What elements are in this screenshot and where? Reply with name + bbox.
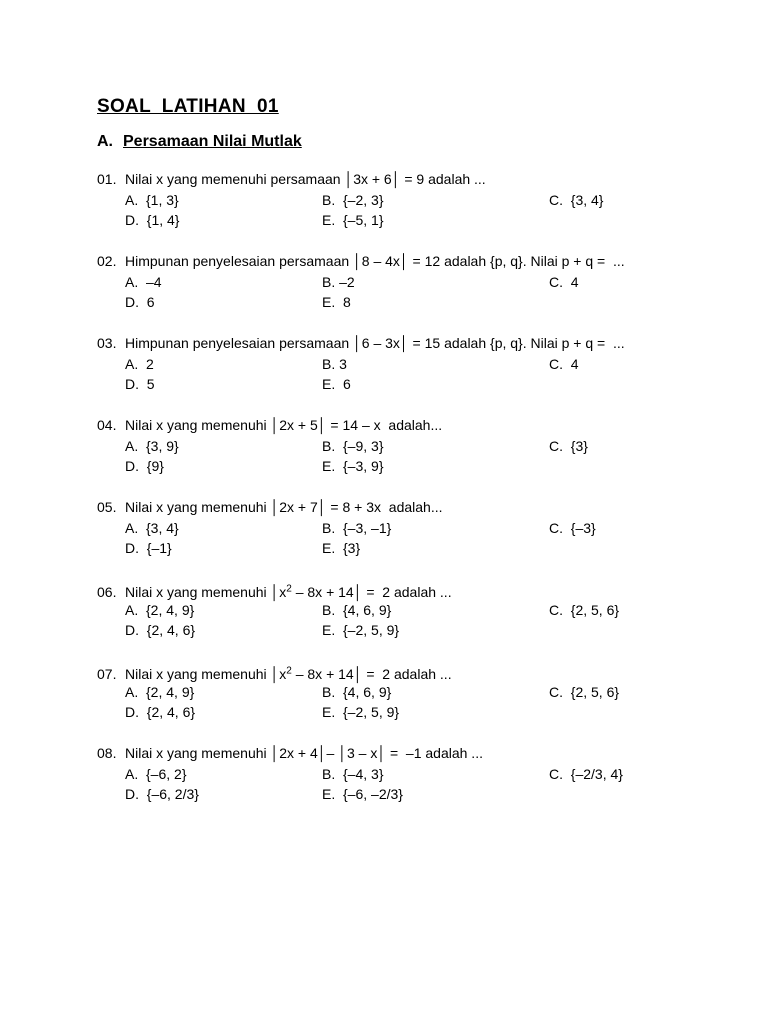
option-d: D. {9} [125, 458, 164, 474]
option-a: A. {–6, 2} [125, 765, 187, 782]
exponent: 2 [286, 665, 292, 676]
option-d: D. {–1} [125, 540, 172, 556]
question-number: 03. [97, 335, 117, 351]
options-row [97, 374, 737, 395]
options-row [97, 354, 737, 375]
options-row [97, 764, 737, 785]
option-c: C. 4 [549, 273, 579, 290]
question-text-after: – 8x + 14│ = 2 adalah ... [291, 583, 452, 600]
section-heading [97, 133, 302, 151]
option-d: D. 6 [125, 294, 155, 310]
option-c: C. {2, 5, 6} [549, 683, 620, 700]
question-line [97, 333, 737, 354]
question-line [97, 579, 737, 600]
question-number: 07. [97, 665, 117, 682]
question-text-after: – 8x + 14│ = 2 adalah ... [291, 665, 452, 682]
question-text: Nilai x yang memenuhi persamaan │3x + 6│ = 9 adalah ... [125, 171, 486, 187]
options-row [97, 518, 737, 539]
option-c: C. {3} [549, 437, 588, 454]
question-number: 01. [97, 171, 117, 187]
section-letter: A. [97, 133, 113, 150]
option-b: B. {–9, 3} [322, 437, 384, 454]
option-e: E. {–2, 5, 9} [322, 704, 400, 720]
question-item [97, 661, 737, 723]
question-item [97, 251, 737, 313]
question-number: 08. [97, 745, 117, 761]
question-text [125, 584, 452, 600]
options-row [97, 272, 737, 293]
options-row [97, 538, 737, 559]
option-e: E. {–5, 1} [322, 212, 384, 228]
question-line [97, 251, 737, 272]
option-b: B. {–2, 3} [322, 191, 384, 208]
option-b: B. {–3, –1} [322, 519, 392, 536]
question-text: Nilai x yang memenuhi │2x + 5│ = 14 – x adalah... [125, 417, 443, 433]
options-row [97, 292, 737, 313]
option-b: B. –2 [322, 273, 355, 290]
question-text: Himpunan penyelesaian persamaan │8 – 4x│ = 12 adalah {p, q}. Nilai p + q = ... [125, 253, 625, 269]
option-b: B. {4, 6, 9} [322, 683, 392, 700]
question-number: 05. [97, 499, 117, 515]
question-text [125, 666, 452, 682]
option-e: E. {–3, 9} [322, 458, 384, 474]
options-row [97, 210, 737, 231]
option-c: C. {3, 4} [549, 191, 604, 208]
options-row [97, 620, 737, 641]
question-text-before: Nilai x yang memenuhi │x [125, 583, 287, 600]
options-row [97, 702, 737, 723]
question-line [97, 661, 737, 682]
option-e: E. 6 [322, 376, 351, 392]
option-e: E. 8 [322, 294, 351, 310]
question-text: Nilai x yang memenuhi │2x + 4│– │3 – x│ = –1 adalah ... [125, 745, 483, 761]
question-number: 06. [97, 583, 117, 600]
question-item [97, 333, 737, 395]
option-e: E. {–2, 5, 9} [322, 622, 400, 638]
option-d: D. {1, 4} [125, 212, 180, 228]
question-line [97, 169, 737, 190]
options-row [97, 456, 737, 477]
option-a: A. {1, 3} [125, 191, 179, 208]
question-item [97, 415, 737, 477]
option-a: A. {3, 4} [125, 519, 179, 536]
question-text-before: Nilai x yang memenuhi │x [125, 665, 287, 682]
options-row [97, 682, 737, 703]
option-a: A. {2, 4, 9} [125, 683, 195, 700]
option-d: D. 5 [125, 376, 155, 392]
question-text: Himpunan penyelesaian persamaan │6 – 3x│ = 15 adalah {p, q}. Nilai p + q = ... [125, 335, 625, 351]
option-c: C. {–2/3, 4} [549, 765, 623, 782]
option-e: E. {–6, –2/3} [322, 786, 403, 802]
option-d: D. {2, 4, 6} [125, 622, 196, 638]
option-b: B. 3 [322, 355, 347, 372]
option-a: A. –4 [125, 273, 162, 290]
question-item [97, 743, 737, 805]
question-text: Nilai x yang memenuhi │2x + 7│ = 8 + 3x adalah... [125, 499, 443, 515]
options-row [97, 190, 737, 211]
question-item [97, 497, 737, 559]
question-line [97, 497, 737, 518]
question-number: 02. [97, 253, 117, 269]
option-e: E. {3} [322, 540, 361, 556]
option-b: B. {–4, 3} [322, 765, 384, 782]
option-a: A. 2 [125, 355, 154, 372]
option-d: D. {2, 4, 6} [125, 704, 196, 720]
option-c: C. 4 [549, 355, 579, 372]
question-number: 04. [97, 417, 117, 433]
question-item [97, 169, 737, 231]
option-a: A. {3, 9} [125, 437, 179, 454]
options-row [97, 436, 737, 457]
question-line [97, 415, 737, 436]
option-b: B. {4, 6, 9} [322, 601, 392, 618]
options-row [97, 600, 737, 621]
section-name: Persamaan Nilai Mutlak [123, 133, 302, 150]
question-line [97, 743, 737, 764]
option-a: A. {2, 4, 9} [125, 601, 195, 618]
exponent: 2 [286, 583, 292, 594]
option-c: C. {2, 5, 6} [549, 601, 620, 618]
option-c: C. {–3} [549, 519, 596, 536]
document-title: SOAL LATIHAN 01 [97, 96, 279, 117]
options-row [97, 784, 737, 805]
question-item [97, 579, 737, 641]
option-d: D. {–6, 2/3} [125, 786, 199, 802]
